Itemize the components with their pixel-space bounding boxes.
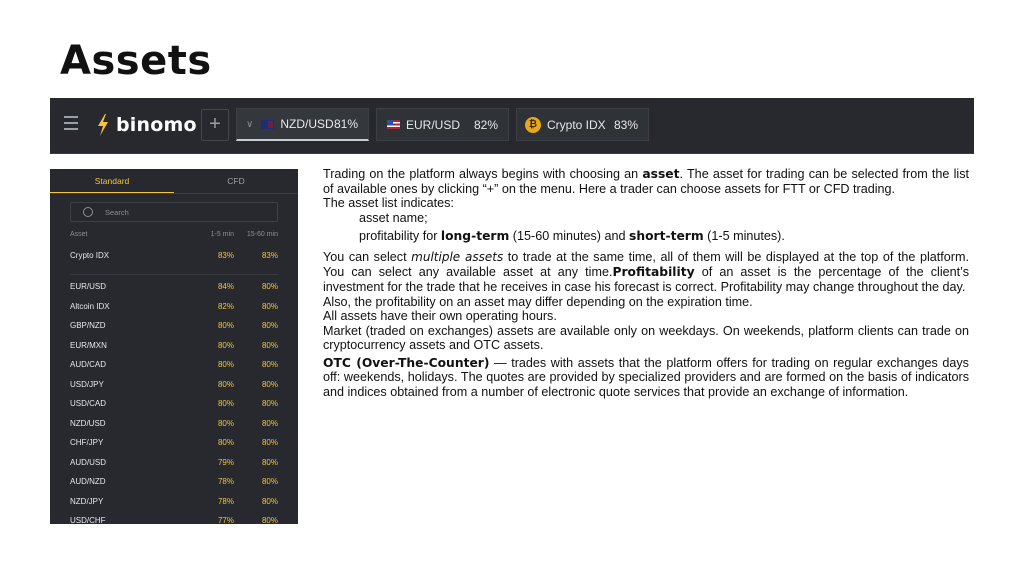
asset-name: AUD/CAD <box>70 360 107 370</box>
asset-list <box>50 277 298 531</box>
asset-tab-crypto-idx[interactable] <box>516 108 649 141</box>
asset-short-profit: 80% <box>217 321 234 331</box>
paragraph: The asset list indicates: <box>323 196 454 210</box>
hamburger-menu-icon[interactable] <box>64 116 78 130</box>
asset-name: AUD/NZD <box>70 477 106 487</box>
asset-long-profit: 80% <box>261 321 278 331</box>
asset-name: NZD/USD <box>70 418 106 428</box>
asset-long-profit: 83% <box>261 251 278 260</box>
column-asset: Asset <box>70 231 88 238</box>
asset-list-header <box>70 231 278 238</box>
asset-row[interactable] <box>70 316 278 336</box>
asset-name: GBP/NZD <box>70 321 106 331</box>
column-long-term: 15-60 min <box>246 231 278 238</box>
search-input[interactable] <box>103 207 257 218</box>
asset-long-profit: 80% <box>261 282 278 292</box>
asset-name: Altcoin IDX <box>70 301 110 311</box>
paragraph: Market (traded on exchanges) assets are available only on weekdays. On weekends, platform clients can trade on cryptocurrency assets and OTC assets. <box>323 323 969 352</box>
paragraph: OTC (Over-The-Counter) — trades with assets that the platform offers for trading on regular exchanges days off: weekends, holidays. The quotes are provided by specialized providers and are formed on the basis of indicators and indices obtained from a number of electronic quote services that provide an exchange of information. <box>323 355 969 399</box>
asset-name: USD/CHF <box>70 516 106 526</box>
asset-tab-nzd-usd[interactable] <box>236 108 369 141</box>
tab-cfd[interactable]: CFD <box>227 176 245 186</box>
asset-long-profit: 80% <box>261 379 278 389</box>
asset-row[interactable] <box>70 433 278 453</box>
crypto-coin-icon: ₿ <box>525 117 541 133</box>
list-item: asset name; <box>359 210 428 225</box>
asset-tab-label: NZD/USD <box>280 117 334 131</box>
asset-short-profit: 80% <box>217 438 234 448</box>
add-asset-button[interactable]: + <box>201 109 229 141</box>
asset-row[interactable] <box>70 472 278 492</box>
divider <box>70 274 278 275</box>
paragraph: You can select multiple assets to trade at the same time, all of them will be displayed at the top of the platform. You can select any available asset at any time.Profitability of an asset is the percentage of the client’s investment for the trade that he receives in case his forecast is correct. Profitability may change throughout the day. <box>323 249 970 294</box>
asset-short-profit: 84% <box>217 282 234 292</box>
asset-long-profit: 80% <box>261 340 278 350</box>
asset-short-profit: 79% <box>217 457 234 467</box>
asset-short-profit: 78% <box>217 477 234 487</box>
asset-short-profit: 80% <box>217 340 234 350</box>
asset-tab-label: Crypto IDX <box>547 117 606 132</box>
asset-name: AUD/USD <box>70 457 107 467</box>
asset-name: Crypto IDX <box>70 251 110 260</box>
asset-short-profit: 80% <box>217 360 234 370</box>
asset-long-profit: 80% <box>261 399 278 409</box>
asset-long-profit: 80% <box>261 477 278 487</box>
paragraph: Trading on the platform always begins with choosing an asset. The asset for trading can be selected from the list of available ones by clicking “+” on the menu. Here a trader can choose assets for FTT or CFD trading. <box>323 167 970 196</box>
asset-short-profit: 80% <box>217 399 234 409</box>
asset-row[interactable] <box>70 453 278 473</box>
lightning-bolt-icon <box>96 114 110 136</box>
asset-row[interactable] <box>70 492 278 512</box>
paragraph: Also, the profitability on an asset may differ depending on the expiration time. <box>323 294 753 309</box>
asset-name: USD/JPY <box>70 379 104 389</box>
nzd-flag-icon <box>261 120 274 129</box>
search-box[interactable] <box>70 202 278 222</box>
asset-list-panel <box>50 169 298 524</box>
asset-tab-percent: 82% <box>473 117 498 132</box>
asset-name: CHF/JPY <box>70 438 104 448</box>
featured-asset-row[interactable] <box>70 246 278 265</box>
search-icon <box>83 207 93 217</box>
asset-short-profit: 78% <box>217 496 234 506</box>
chevron-down-icon[interactable]: ∨ <box>246 118 254 130</box>
app-top-bar <box>50 98 974 154</box>
asset-row[interactable] <box>70 277 278 297</box>
asset-row[interactable] <box>70 511 278 531</box>
logo-text: binomo <box>116 114 197 136</box>
asset-tab-percent: 83% <box>613 117 638 132</box>
asset-tab-percent: 81% <box>333 117 358 131</box>
asset-short-profit: 80% <box>217 418 234 428</box>
asset-row[interactable] <box>70 414 278 434</box>
asset-short-profit: 82% <box>217 301 234 311</box>
binomo-logo[interactable] <box>96 112 197 138</box>
asset-long-profit: 80% <box>261 301 278 311</box>
asset-long-profit: 80% <box>261 516 278 526</box>
asset-row[interactable] <box>70 394 278 414</box>
description-text <box>323 167 969 399</box>
asset-tab-label: EUR/USD <box>406 117 461 132</box>
asset-long-profit: 80% <box>261 457 278 467</box>
asset-row[interactable] <box>70 375 278 395</box>
asset-short-profit: 80% <box>217 379 234 389</box>
column-short-term: 1-5 min <box>210 231 234 238</box>
asset-long-profit: 80% <box>261 418 278 428</box>
asset-short-profit: 77% <box>217 516 234 526</box>
list-item: profitability for long-term (15-60 minutes) and short-term (1-5 minutes). <box>359 229 785 243</box>
asset-long-profit: 80% <box>261 496 278 506</box>
asset-name: EUR/MXN <box>70 340 107 350</box>
asset-long-profit: 80% <box>261 360 278 370</box>
asset-long-profit: 80% <box>261 438 278 448</box>
asset-row[interactable] <box>70 355 278 375</box>
asset-short-profit: 83% <box>217 251 234 260</box>
asset-row[interactable] <box>70 297 278 317</box>
asset-name: EUR/USD <box>70 282 107 292</box>
slide-title: Assets <box>60 38 212 84</box>
asset-name: NZD/JPY <box>70 496 104 506</box>
paragraph: All assets have their own operating hours. <box>323 309 557 323</box>
asset-tab-eur-usd[interactable] <box>376 108 509 141</box>
asset-type-tabs <box>50 169 298 194</box>
asset-row[interactable] <box>70 336 278 356</box>
eur-usd-flag-icon <box>387 120 400 129</box>
tab-standard[interactable]: Standard <box>50 169 174 193</box>
asset-name: USD/CAD <box>70 399 107 409</box>
